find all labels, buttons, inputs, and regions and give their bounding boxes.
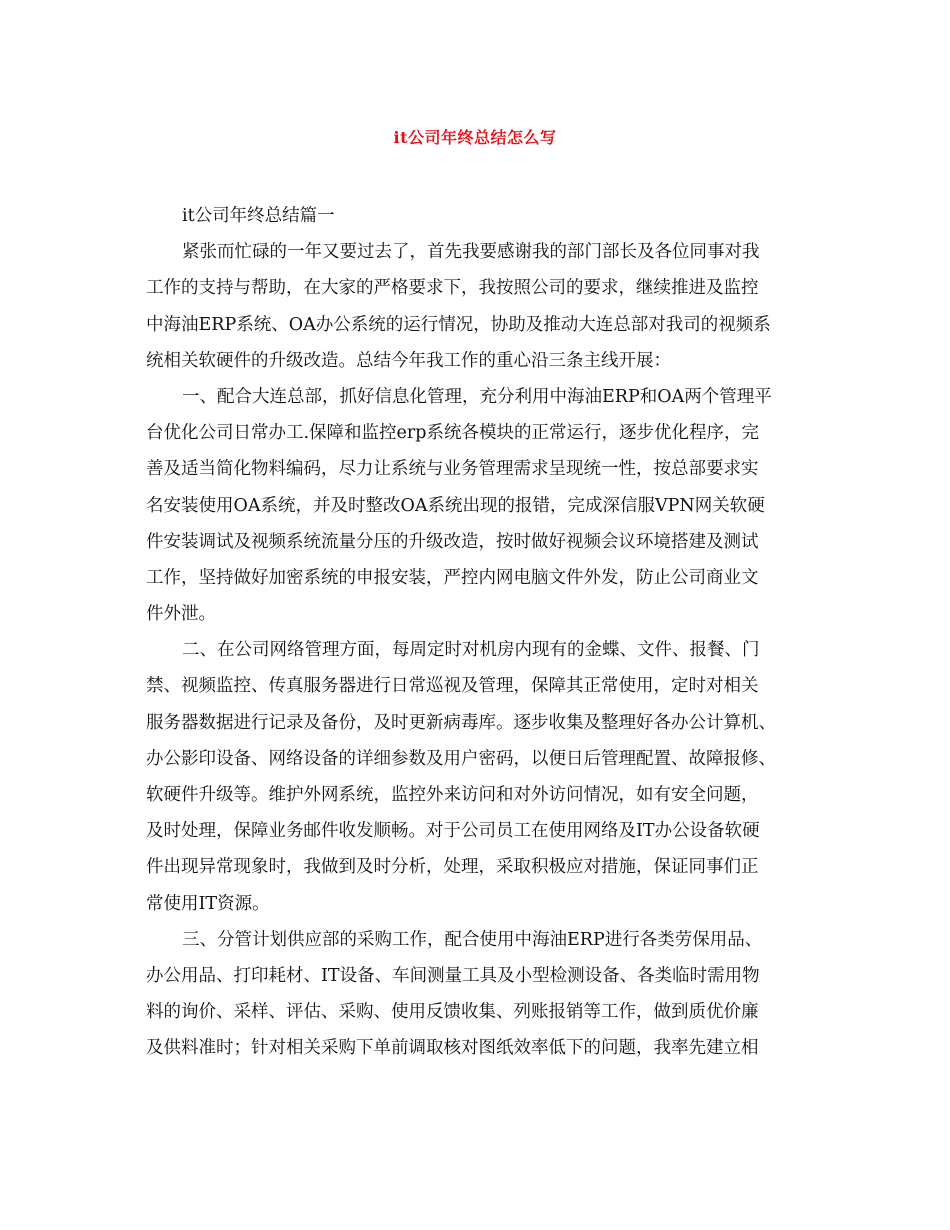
text-line: 工作，坚持做好加密系统的申报安装，严控内网电脑文件外发，防止公司商业文 bbox=[146, 567, 759, 588]
text-line: 件安装调试及视频系统流量分压的升级改造，按时做好视频会议环境搭建及测试 bbox=[146, 531, 759, 552]
text-line: 件出现异常现象时，我做到及时分析，处理，采取积极应对措施，保证同事们正 bbox=[146, 857, 759, 878]
paragraph-item-1 bbox=[146, 379, 806, 632]
paragraph-item-2 bbox=[146, 632, 806, 922]
text-line: 及供料准时；针对相关采购下单前调取核对图纸效率低下的问题，我率先建立相 bbox=[146, 1038, 759, 1059]
document-body bbox=[146, 198, 806, 1067]
text-line: 统相关软硬件的升级改造。总结今年我工作的重心沿三条主线开展： bbox=[146, 350, 671, 371]
text-line: 料的询价、采样、评估、采购、使用反馈收集、列账报销等工作，做到质优价廉 bbox=[146, 1002, 759, 1023]
document-title: it公司年终总结怎么写 bbox=[393, 128, 557, 147]
section-heading bbox=[146, 198, 806, 234]
text-line: 软硬件升级等。维护外网系统，监控外来访问和对外访问情况，如有安全问题， bbox=[146, 785, 759, 805]
text-line: 常使用IT资源。 bbox=[146, 893, 270, 914]
text-line: 台优化公司日常办工.保障和监控erp系统各模块的正常运行，逐步优化程序，完 bbox=[146, 423, 759, 444]
paragraph-intro bbox=[146, 234, 806, 379]
text-line: 件外泄。 bbox=[146, 604, 216, 625]
text-line: 二、在公司网络管理方面，每周定时对机房内现有的金蝶、文件、报餐、门 bbox=[182, 640, 760, 661]
text-line: 及时处理，保障业务邮件收发顺畅。对于公司员工在使用网络及IT办公设备软硬 bbox=[146, 821, 760, 842]
text-line: 禁、视频监控、传真服务器进行日常巡视及管理，保障其正常使用，定时对相关 bbox=[146, 676, 759, 697]
text-line: 三、分管计划供应部的采购工作，配合使用中海油ERP进行各类劳保用品、 bbox=[182, 929, 763, 950]
text-line: 服务器数据进行记录及备份，及时更新病毒库。逐步收集及整理好各办公计算机、 bbox=[146, 712, 776, 733]
paragraph-item-3 bbox=[146, 922, 806, 1067]
text-line: 紧张而忙碌的一年又要过去了，首先我要感谢我的部门部长及各位同事对我 bbox=[182, 242, 760, 263]
text-line: 中海油ERP系统、OA办公系统的运行情况，协助及推动大连总部对我司的视频系 bbox=[146, 314, 771, 335]
text-line: 善及适当简化物料编码，尽力让系统与业务管理需求呈现统一性，按总部要求实 bbox=[146, 459, 759, 480]
text-line: 办公用品、打印耗材、IT设备、车间测量工具及小型检测设备、各类临时需用物 bbox=[146, 965, 760, 986]
text-line: 办公影印设备、网络设备的详细参数及用户密码，以便日后管理配置、故障报修、 bbox=[146, 748, 776, 769]
text-line: 名安装使用OA系统，并及时整改OA系统出现的报错，完成深信服VPN网关软硬 bbox=[146, 495, 765, 516]
text-line: it公司年终总结篇一 bbox=[182, 206, 335, 226]
text-line: 工作的支持与帮助，在大家的严格要求下，我按照公司的要求，继续推进及监控 bbox=[146, 278, 759, 299]
text-line: 一、配合大连总部，抓好信息化管理，充分利用中海油ERP和OA两个管理平 bbox=[182, 386, 772, 407]
